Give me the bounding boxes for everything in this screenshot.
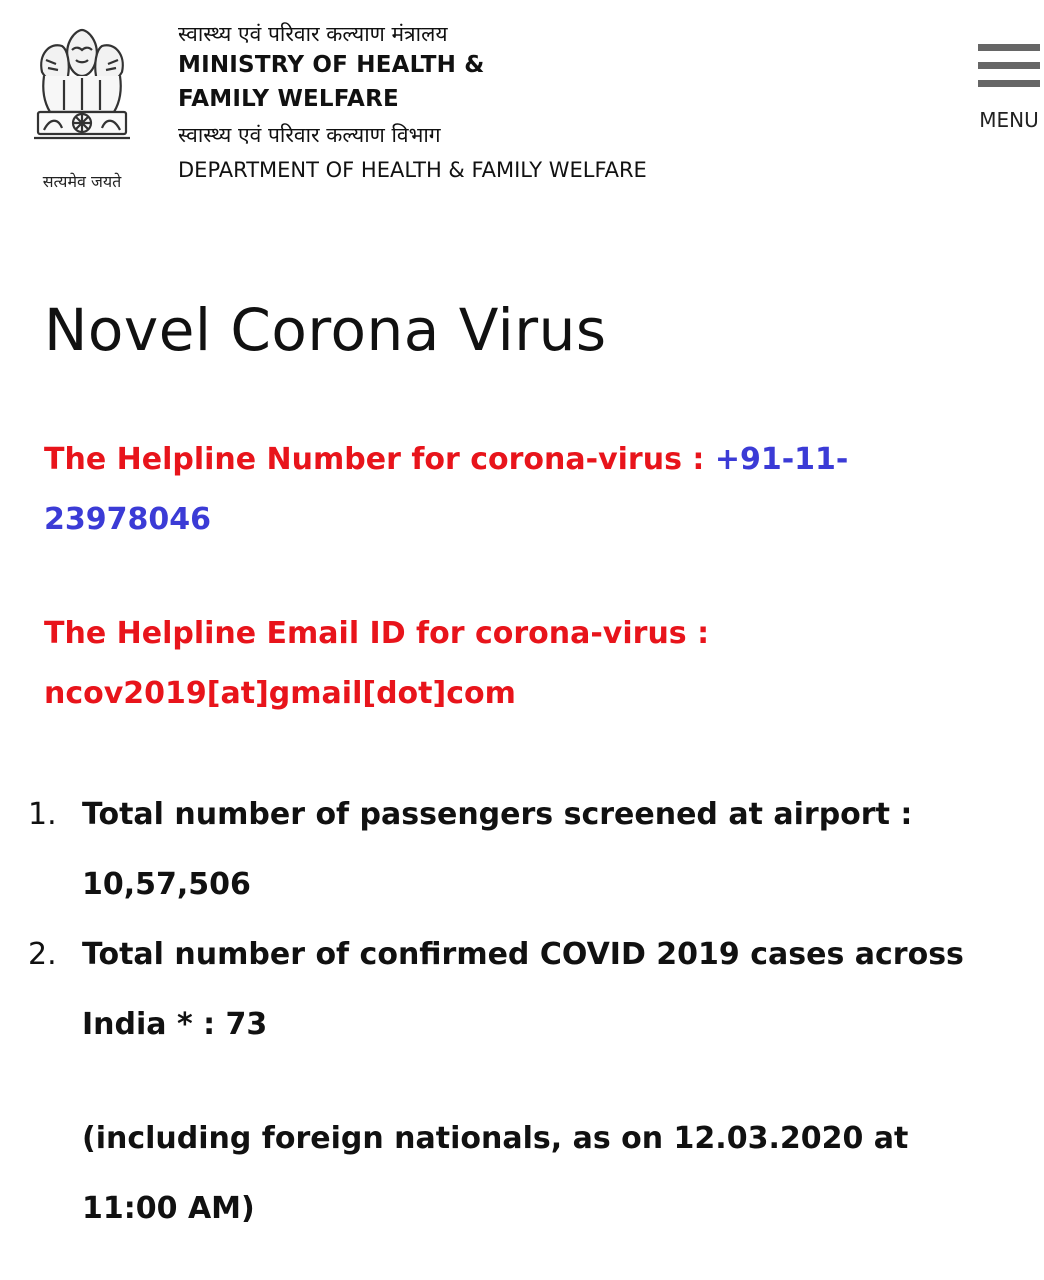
- site-header: [0, 0, 1044, 210]
- ministry-name-line2: FAMILY WELFARE: [178, 86, 399, 112]
- helpline-phone: [44, 430, 904, 550]
- helpline-phone-label: The Helpline Number for corona-virus :: [44, 442, 715, 477]
- ministry-title-block[interactable]: [178, 20, 647, 190]
- list-item-number: 1.: [28, 797, 57, 832]
- helpline-email-label: The Helpline Email ID for corona-virus :: [44, 616, 710, 651]
- hamburger-icon: [978, 44, 1040, 98]
- passengers-screened-stat: Total number of passengers screened at airport : 10,57,506: [82, 797, 913, 902]
- lion-capital-emblem-icon: [24, 20, 140, 170]
- national-emblem-logo[interactable]: [24, 20, 140, 196]
- ministry-name-hindi: स्वास्थ्य एवं परिवार कल्याण मंत्रालय: [178, 22, 448, 46]
- list-item: [28, 780, 988, 920]
- ministry-name-line1: MINISTRY OF HEALTH &: [178, 52, 485, 78]
- menu-button[interactable]: [974, 44, 1044, 139]
- department-name-hindi: स्वास्थ्य एवं परिवार कल्याण विभाग: [178, 123, 441, 147]
- helpline-email: [44, 604, 904, 724]
- emblem-motto: सत्यमेव जयते: [42, 172, 122, 191]
- department-name-english: DEPARTMENT OF HEALTH & FAMILY WELFARE: [178, 158, 647, 182]
- stats-list: [28, 780, 988, 1244]
- menu-label: MENU: [979, 108, 1039, 132]
- page-title: Novel Corona Virus: [44, 296, 607, 364]
- confirmed-cases-note: (including foreign nationals, as on 12.03.2020 at 11:00 AM): [82, 1121, 909, 1226]
- list-item-number: 2.: [28, 937, 57, 972]
- helpline-email-value: ncov2019[at]gmail[dot]com: [44, 676, 516, 711]
- helpline-phone-link[interactable]: +91-11-23978046: [44, 442, 849, 537]
- list-item: [28, 920, 988, 1244]
- confirmed-cases-stat: Total number of confirmed COVID 2019 cases across India * : 73: [82, 937, 964, 1042]
